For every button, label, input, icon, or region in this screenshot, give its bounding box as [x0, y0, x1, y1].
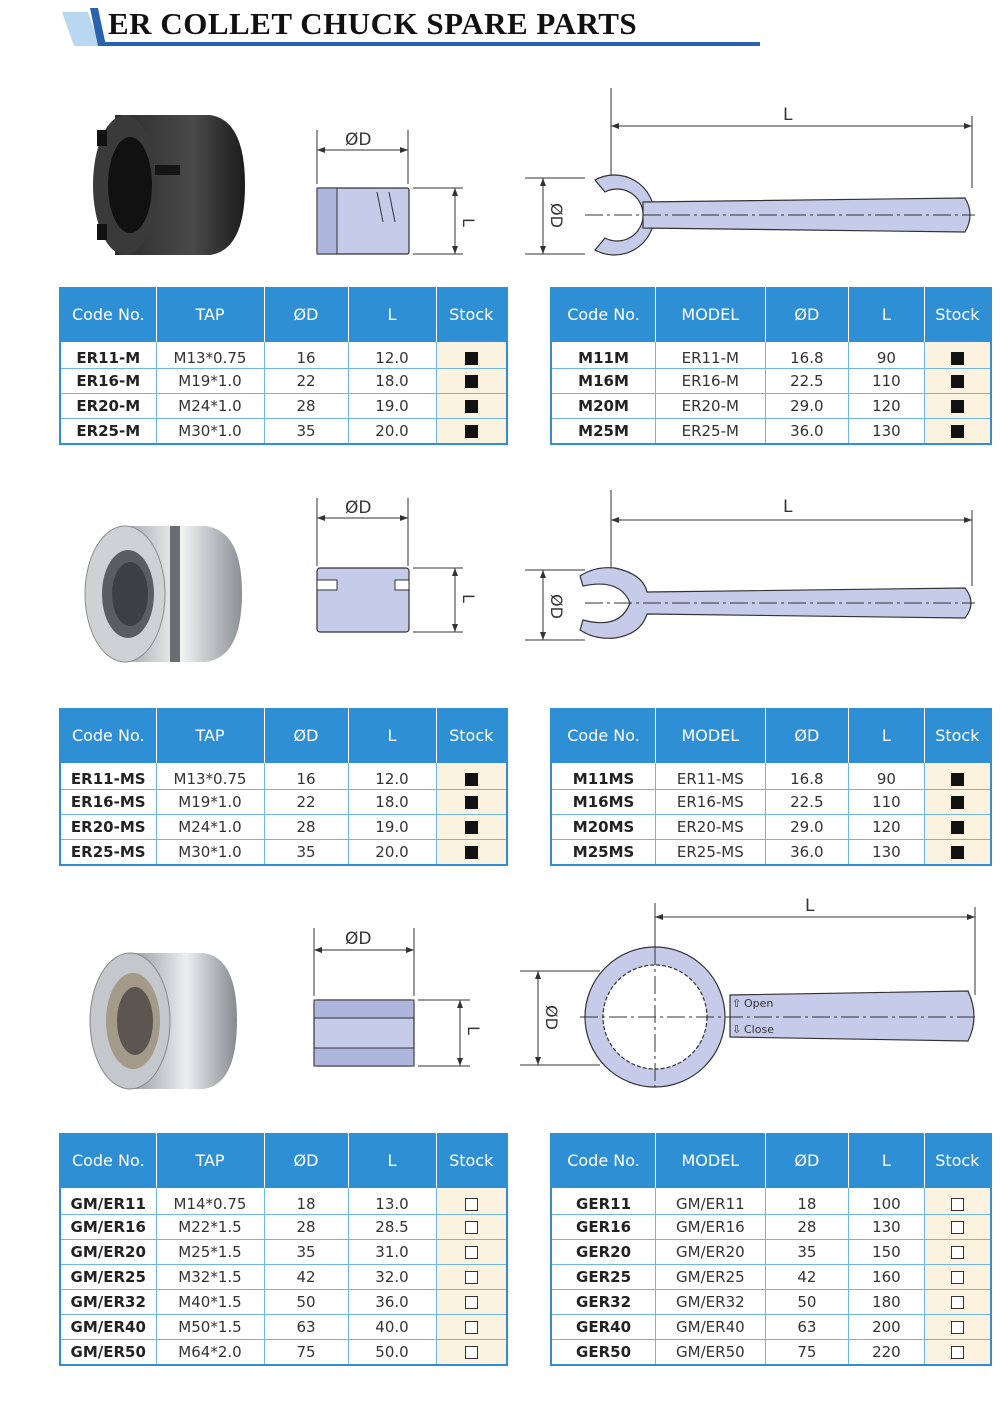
cell-d: 35 — [765, 1240, 848, 1265]
table-row — [551, 763, 991, 790]
cell-stock — [436, 1290, 507, 1315]
cell-code: M25M — [551, 419, 656, 445]
table-row — [551, 1340, 991, 1366]
nut-spec-table-gm — [59, 1133, 508, 1366]
cell-c2: GM/ER40 — [656, 1315, 766, 1340]
stock-empty-square-icon — [951, 1346, 964, 1359]
cell-d: 35 — [264, 1240, 348, 1265]
table-row — [551, 790, 991, 815]
cell-c2: M32*1.5 — [156, 1265, 264, 1290]
cell-stock — [436, 815, 507, 840]
cell-c2: GM/ER50 — [656, 1340, 766, 1366]
column-header: MODEL — [656, 708, 766, 763]
table-row — [60, 394, 507, 419]
cell-code: M16MS — [551, 790, 656, 815]
cell-stock — [924, 369, 991, 394]
column-header: Code No. — [60, 1133, 156, 1188]
cell-c2: ER11-M — [656, 342, 766, 369]
cell-code: ER11-M — [60, 342, 156, 369]
column-header: ØD — [264, 287, 348, 342]
cell-c2: M25*1.5 — [156, 1240, 264, 1265]
column-header: ØD — [765, 287, 849, 342]
close-arrow-icon: ⇩ — [732, 1024, 742, 1036]
column-header: Code No. — [551, 1133, 656, 1188]
cell-c2: GM/ER11 — [656, 1188, 766, 1215]
cell-l: 130 — [849, 419, 925, 445]
cell-d: 22 — [264, 790, 348, 815]
cell-c2: M40*1.5 — [156, 1290, 264, 1315]
cell-stock — [436, 1340, 507, 1366]
cell-stock — [436, 1240, 507, 1265]
cell-d: 22.5 — [765, 790, 849, 815]
cell-d: 28 — [264, 1215, 348, 1240]
cell-l: 130 — [849, 1215, 925, 1240]
cell-d: 16 — [264, 763, 348, 790]
cell-stock — [924, 763, 991, 790]
cell-l: 18.0 — [348, 369, 436, 394]
table-row — [60, 369, 507, 394]
wrench-drawing-1 — [525, 88, 985, 268]
cell-l: 36.0 — [348, 1290, 436, 1315]
cell-l: 18.0 — [348, 790, 436, 815]
stock-empty-square-icon — [465, 1198, 478, 1211]
cell-code: GM/ER50 — [60, 1340, 156, 1366]
table-header-row — [60, 708, 507, 763]
cell-d: 16.8 — [765, 763, 849, 790]
cell-d: 35 — [264, 419, 348, 445]
gm-nut-photo — [85, 945, 245, 1095]
table-header-row — [60, 1133, 507, 1188]
cell-c2: GM/ER20 — [656, 1240, 766, 1265]
cell-c2: M30*1.0 — [156, 419, 264, 445]
dim-od-label: ØD — [547, 203, 566, 228]
open-label: Open — [744, 997, 774, 1010]
stock-filled-square-icon — [465, 796, 478, 809]
cell-l: 20.0 — [348, 419, 436, 445]
column-header: MODEL — [656, 1133, 766, 1188]
cell-c2: ER16-M — [656, 369, 766, 394]
cell-l: 220 — [849, 1340, 925, 1366]
wrench-spec-table-ms — [550, 708, 992, 866]
cell-l: 130 — [849, 840, 925, 866]
page-header — [60, 4, 760, 46]
dim-l-label: L — [783, 497, 793, 517]
cell-c2: M24*1.0 — [156, 815, 264, 840]
nut-spec-table-ms — [59, 708, 508, 866]
cell-stock — [436, 1315, 507, 1340]
stock-empty-square-icon — [951, 1221, 964, 1234]
cell-c2: M14*0.75 — [156, 1188, 264, 1215]
cell-d: 22.5 — [765, 369, 849, 394]
table-row — [551, 342, 991, 369]
cell-l: 120 — [849, 394, 925, 419]
column-header: Code No. — [551, 708, 656, 763]
cell-code: GM/ER11 — [60, 1188, 156, 1215]
title-logo-icon — [60, 4, 106, 46]
table-row — [60, 815, 507, 840]
cell-stock — [436, 1215, 507, 1240]
cell-code: M25MS — [551, 840, 656, 866]
cell-l: 19.0 — [348, 394, 436, 419]
column-header: ØD — [765, 1133, 848, 1188]
cell-l: 90 — [849, 763, 925, 790]
cell-c2: M24*1.0 — [156, 394, 264, 419]
cell-c2: M13*0.75 — [156, 763, 264, 790]
column-header: ØD — [264, 1133, 348, 1188]
cell-d: 16.8 — [765, 342, 849, 369]
cell-d: 50 — [765, 1290, 848, 1315]
column-header: L — [849, 1133, 925, 1188]
column-header: Code No. — [60, 287, 156, 342]
table-row — [551, 815, 991, 840]
table-row — [60, 763, 507, 790]
cell-stock — [924, 840, 991, 866]
cell-code: GM/ER40 — [60, 1315, 156, 1340]
dim-od-label: ØD — [547, 594, 566, 619]
stock-filled-square-icon — [951, 821, 964, 834]
cell-stock — [436, 419, 507, 445]
title-underline — [100, 42, 760, 46]
nut-drawing-2 — [305, 490, 478, 640]
cell-stock — [924, 1340, 991, 1366]
cell-stock — [436, 790, 507, 815]
column-header: Code No. — [551, 287, 656, 342]
nut-drawing-3 — [300, 920, 483, 1080]
cell-c2: GM/ER16 — [656, 1215, 766, 1240]
page-title: ER COLLET CHUCK SPARE PARTS — [108, 6, 638, 41]
cell-d: 29.0 — [765, 815, 849, 840]
cell-stock — [924, 790, 991, 815]
cell-code: ER20-MS — [60, 815, 156, 840]
stock-filled-square-icon — [465, 821, 478, 834]
table-row — [551, 1215, 991, 1240]
dim-l-label: L — [464, 1026, 483, 1035]
column-header: Stock — [436, 708, 507, 763]
cell-c2: ER11-MS — [656, 763, 766, 790]
cell-stock — [924, 1188, 991, 1215]
cell-d: 22 — [264, 369, 348, 394]
cell-code: GM/ER20 — [60, 1240, 156, 1265]
stock-empty-square-icon — [465, 1321, 478, 1334]
table-row — [60, 790, 507, 815]
close-label: Close — [744, 1023, 774, 1036]
column-header: L — [849, 287, 925, 342]
column-header: Code No. — [60, 708, 156, 763]
dim-od-label: ØD — [542, 1005, 561, 1030]
table-row — [60, 1215, 507, 1240]
cell-stock — [924, 342, 991, 369]
stock-filled-square-icon — [465, 846, 478, 859]
stock-filled-square-icon — [465, 425, 478, 438]
table-header-row — [551, 708, 991, 763]
stock-empty-square-icon — [465, 1346, 478, 1359]
column-header: ØD — [264, 708, 348, 763]
cell-stock — [436, 1265, 507, 1290]
table-row — [551, 1188, 991, 1215]
stock-empty-square-icon — [951, 1198, 964, 1211]
dim-od-label: ØD — [345, 929, 372, 949]
nut-spec-table-m — [59, 287, 508, 445]
open-arrow-icon: ⇧ — [732, 998, 742, 1010]
cell-d: 35 — [264, 840, 348, 866]
table-row — [551, 394, 991, 419]
cell-l: 12.0 — [348, 763, 436, 790]
cell-code: ER25-MS — [60, 840, 156, 866]
dim-l-label: L — [459, 218, 478, 227]
cell-stock — [924, 1290, 991, 1315]
cell-l: 20.0 — [348, 840, 436, 866]
cell-l: 120 — [849, 815, 925, 840]
table-row — [551, 840, 991, 866]
cell-stock — [924, 815, 991, 840]
cell-code: M11M — [551, 342, 656, 369]
wrench-drawing-2 — [525, 490, 985, 660]
column-header: ØD — [765, 708, 849, 763]
column-header: Stock — [924, 708, 991, 763]
cell-c2: M22*1.5 — [156, 1215, 264, 1240]
table-row — [60, 1290, 507, 1315]
cell-code: M20M — [551, 394, 656, 419]
cell-code: M16M — [551, 369, 656, 394]
cell-l: 200 — [849, 1315, 925, 1340]
stock-filled-square-icon — [465, 400, 478, 413]
steel-nut-photo — [80, 518, 250, 668]
table-row — [60, 1315, 507, 1340]
cell-l: 100 — [849, 1188, 925, 1215]
cell-l: 50.0 — [348, 1340, 436, 1366]
column-header: Stock — [924, 287, 991, 342]
stock-filled-square-icon — [951, 400, 964, 413]
cell-code: GER11 — [551, 1188, 656, 1215]
table-row — [551, 1265, 991, 1290]
cell-c2: GM/ER32 — [656, 1290, 766, 1315]
cell-stock — [924, 1265, 991, 1290]
cell-code: M11MS — [551, 763, 656, 790]
black-nut-photo — [85, 100, 255, 265]
table-row — [551, 1290, 991, 1315]
cell-d: 18 — [765, 1188, 848, 1215]
cell-code: ER16-M — [60, 369, 156, 394]
cell-c2: ER25-M — [656, 419, 766, 445]
stock-empty-square-icon — [465, 1271, 478, 1284]
cell-code: ER20-M — [60, 394, 156, 419]
cell-c2: GM/ER25 — [656, 1265, 766, 1290]
column-header: L — [348, 287, 436, 342]
table-row — [60, 419, 507, 445]
cell-stock — [924, 1215, 991, 1240]
cell-c2: ER25-MS — [656, 840, 766, 866]
cell-code: M20MS — [551, 815, 656, 840]
column-header: Stock — [436, 287, 507, 342]
stock-empty-square-icon — [951, 1321, 964, 1334]
table-row — [551, 369, 991, 394]
cell-d: 28 — [264, 394, 348, 419]
cell-stock — [436, 1188, 507, 1215]
table-row — [551, 1315, 991, 1340]
wrench-spec-table-m — [550, 287, 992, 445]
cell-c2: ER20-M — [656, 394, 766, 419]
stock-filled-square-icon — [951, 796, 964, 809]
cell-l: 160 — [849, 1265, 925, 1290]
table-row — [60, 1340, 507, 1366]
cell-c2: ER20-MS — [656, 815, 766, 840]
cell-code: GER25 — [551, 1265, 656, 1290]
cell-d: 63 — [264, 1315, 348, 1340]
stock-empty-square-icon — [465, 1296, 478, 1309]
cell-c2: M13*0.75 — [156, 342, 264, 369]
cell-code: GER40 — [551, 1315, 656, 1340]
cell-l: 180 — [849, 1290, 925, 1315]
stock-filled-square-icon — [951, 375, 964, 388]
cell-stock — [436, 763, 507, 790]
table-row — [551, 419, 991, 445]
cell-code: GM/ER25 — [60, 1265, 156, 1290]
stock-empty-square-icon — [465, 1221, 478, 1234]
cell-code: GM/ER16 — [60, 1215, 156, 1240]
stock-filled-square-icon — [465, 375, 478, 388]
cell-d: 16 — [264, 342, 348, 369]
cell-code: GER20 — [551, 1240, 656, 1265]
cell-code: GER16 — [551, 1215, 656, 1240]
cell-d: 18 — [264, 1188, 348, 1215]
column-header: Stock — [924, 1133, 991, 1188]
cell-l: 12.0 — [348, 342, 436, 369]
cell-stock — [436, 394, 507, 419]
dim-od-label: ØD — [345, 130, 372, 150]
cell-c2: M30*1.0 — [156, 840, 264, 866]
cell-d: 50 — [264, 1290, 348, 1315]
column-header: L — [348, 708, 436, 763]
cell-c2: M64*2.0 — [156, 1340, 264, 1366]
column-header: TAP — [156, 708, 264, 763]
cell-d: 28 — [765, 1215, 848, 1240]
ring-wrench-drawing — [520, 895, 990, 1095]
cell-c2: ER16-MS — [656, 790, 766, 815]
cell-l: 110 — [849, 369, 925, 394]
cell-d: 42 — [264, 1265, 348, 1290]
table-row — [60, 1188, 507, 1215]
dim-l-label: L — [459, 594, 478, 603]
cell-l: 13.0 — [348, 1188, 436, 1215]
cell-c2: M19*1.0 — [156, 790, 264, 815]
wrench-spec-table-gm — [550, 1133, 992, 1366]
stock-empty-square-icon — [951, 1271, 964, 1284]
cell-d: 36.0 — [765, 419, 849, 445]
table-header-row — [60, 287, 507, 342]
cell-l: 19.0 — [348, 815, 436, 840]
cell-stock — [436, 369, 507, 394]
dim-od-label: ØD — [345, 498, 372, 518]
nut-drawing-1 — [305, 122, 478, 262]
cell-code: GER50 — [551, 1340, 656, 1366]
cell-d: 63 — [765, 1315, 848, 1340]
dim-l-label: L — [783, 105, 793, 125]
cell-l: 32.0 — [348, 1265, 436, 1290]
table-row — [60, 342, 507, 369]
column-header: TAP — [156, 287, 264, 342]
cell-stock — [924, 1240, 991, 1265]
table-row — [60, 1240, 507, 1265]
cell-c2: M19*1.0 — [156, 369, 264, 394]
cell-d: 75 — [264, 1340, 348, 1366]
cell-c2: M50*1.5 — [156, 1315, 264, 1340]
cell-stock — [924, 419, 991, 445]
cell-d: 29.0 — [765, 394, 849, 419]
cell-l: 110 — [849, 790, 925, 815]
cell-code: ER25-M — [60, 419, 156, 445]
cell-stock — [436, 840, 507, 866]
stock-empty-square-icon — [951, 1246, 964, 1259]
column-header: Stock — [436, 1133, 507, 1188]
cell-code: ER16-MS — [60, 790, 156, 815]
table-row — [60, 840, 507, 866]
cell-code: GM/ER32 — [60, 1290, 156, 1315]
column-header: L — [849, 708, 925, 763]
column-header: L — [348, 1133, 436, 1188]
stock-empty-square-icon — [465, 1246, 478, 1259]
cell-stock — [924, 394, 991, 419]
stock-filled-square-icon — [951, 773, 964, 786]
cell-code: ER11-MS — [60, 763, 156, 790]
cell-d: 28 — [264, 815, 348, 840]
cell-l: 150 — [849, 1240, 925, 1265]
cell-l: 40.0 — [348, 1315, 436, 1340]
stock-empty-square-icon — [951, 1296, 964, 1309]
cell-code: GER32 — [551, 1290, 656, 1315]
cell-d: 36.0 — [765, 840, 849, 866]
cell-d: 75 — [765, 1340, 848, 1366]
cell-stock — [924, 1315, 991, 1340]
table-header-row — [551, 287, 991, 342]
stock-filled-square-icon — [465, 352, 478, 365]
cell-l: 90 — [849, 342, 925, 369]
cell-l: 31.0 — [348, 1240, 436, 1265]
table-row — [551, 1240, 991, 1265]
column-header: MODEL — [656, 287, 766, 342]
table-header-row — [551, 1133, 991, 1188]
stock-filled-square-icon — [951, 352, 964, 365]
table-row — [60, 1265, 507, 1290]
stock-filled-square-icon — [465, 773, 478, 786]
dim-l-label: L — [805, 896, 815, 916]
column-header: TAP — [156, 1133, 264, 1188]
cell-d: 42 — [765, 1265, 848, 1290]
cell-l: 28.5 — [348, 1215, 436, 1240]
stock-filled-square-icon — [951, 846, 964, 859]
cell-stock — [436, 342, 507, 369]
stock-filled-square-icon — [951, 425, 964, 438]
